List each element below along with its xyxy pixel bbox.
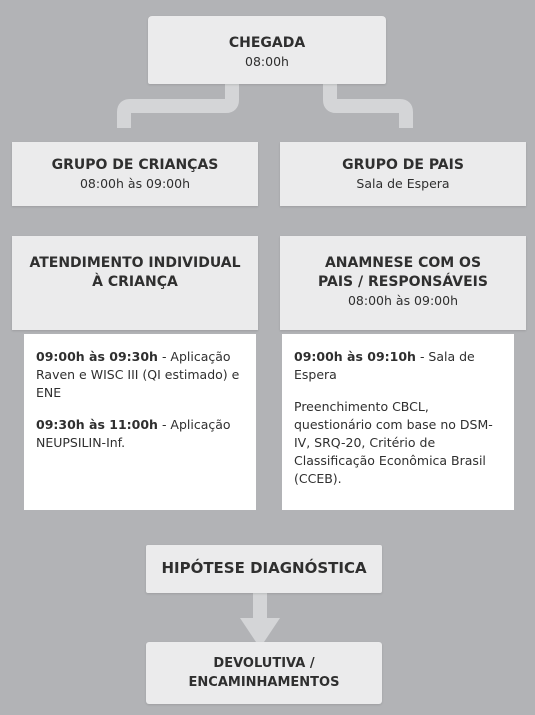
child-detail-item-2-text: - Aplicação NEUPSILIN-Inf.	[36, 417, 231, 450]
children-group-box	[12, 142, 258, 206]
hypothesis-title: HIPÓTESE DIAGNÓSTICA	[161, 559, 367, 577]
connector-to-parents	[330, 82, 406, 128]
parent-details-box	[282, 334, 514, 510]
parent-detail-item-1-time: 09:00h às 09:10h	[294, 349, 416, 364]
child-care-box	[12, 236, 258, 330]
feedback-box	[146, 642, 382, 704]
parent-detail-item-2: Preenchimento CBCL, questionário com base no DSM-IV, SRQ-20, Critério de Classificação Econômica Brasil (CCEB).	[294, 399, 493, 486]
child-details-box	[24, 334, 256, 510]
arrival-time: 08:00h	[245, 54, 289, 69]
child-detail-item-1	[36, 348, 244, 402]
children-group-title: GRUPO DE CRIANÇAS	[51, 157, 219, 173]
connector-to-feedback	[253, 590, 267, 620]
child-detail-item-2	[36, 416, 244, 452]
anamnesis-title-line2: PAIS / RESPONSÁVEIS	[318, 274, 488, 290]
parents-group-place: Sala de Espera	[356, 176, 450, 191]
child-detail-item-1-text: - Aplicação Raven e WISC III (QI estimado) e ENE	[36, 349, 240, 400]
parent-detail-item-1-text: - Sala de Espera	[294, 349, 475, 382]
parents-group-title: GRUPO DE PAIS	[342, 157, 464, 173]
feedback-title-line2: ENCAMINHAMENTOS	[188, 675, 340, 690]
child-detail-item-1-time: 09:00h às 09:30h	[36, 349, 158, 364]
parent-detail-item-1	[294, 348, 502, 384]
anamnesis-time: 08:00h às 09:00h	[347, 293, 458, 308]
parents-group-box	[280, 142, 526, 206]
hypothesis-box	[146, 545, 382, 593]
children-group-time: 08:00h às 09:00h	[79, 176, 190, 191]
anamnesis-title-line1: ANAMNESE COM OS	[324, 255, 482, 271]
connector-to-children	[124, 82, 232, 128]
child-care-title-line2: À CRIANÇA	[92, 274, 178, 290]
arrival-title: CHEGADA	[228, 35, 306, 51]
arrival-box	[148, 16, 386, 84]
child-care-title-line1: ATENDIMENTO INDIVIDUAL	[29, 255, 241, 271]
child-detail-item-2-time: 09:30h às 11:00h	[36, 417, 158, 432]
feedback-title-line1: DEVOLUTIVA /	[213, 656, 315, 671]
anamnesis-box	[280, 236, 526, 330]
